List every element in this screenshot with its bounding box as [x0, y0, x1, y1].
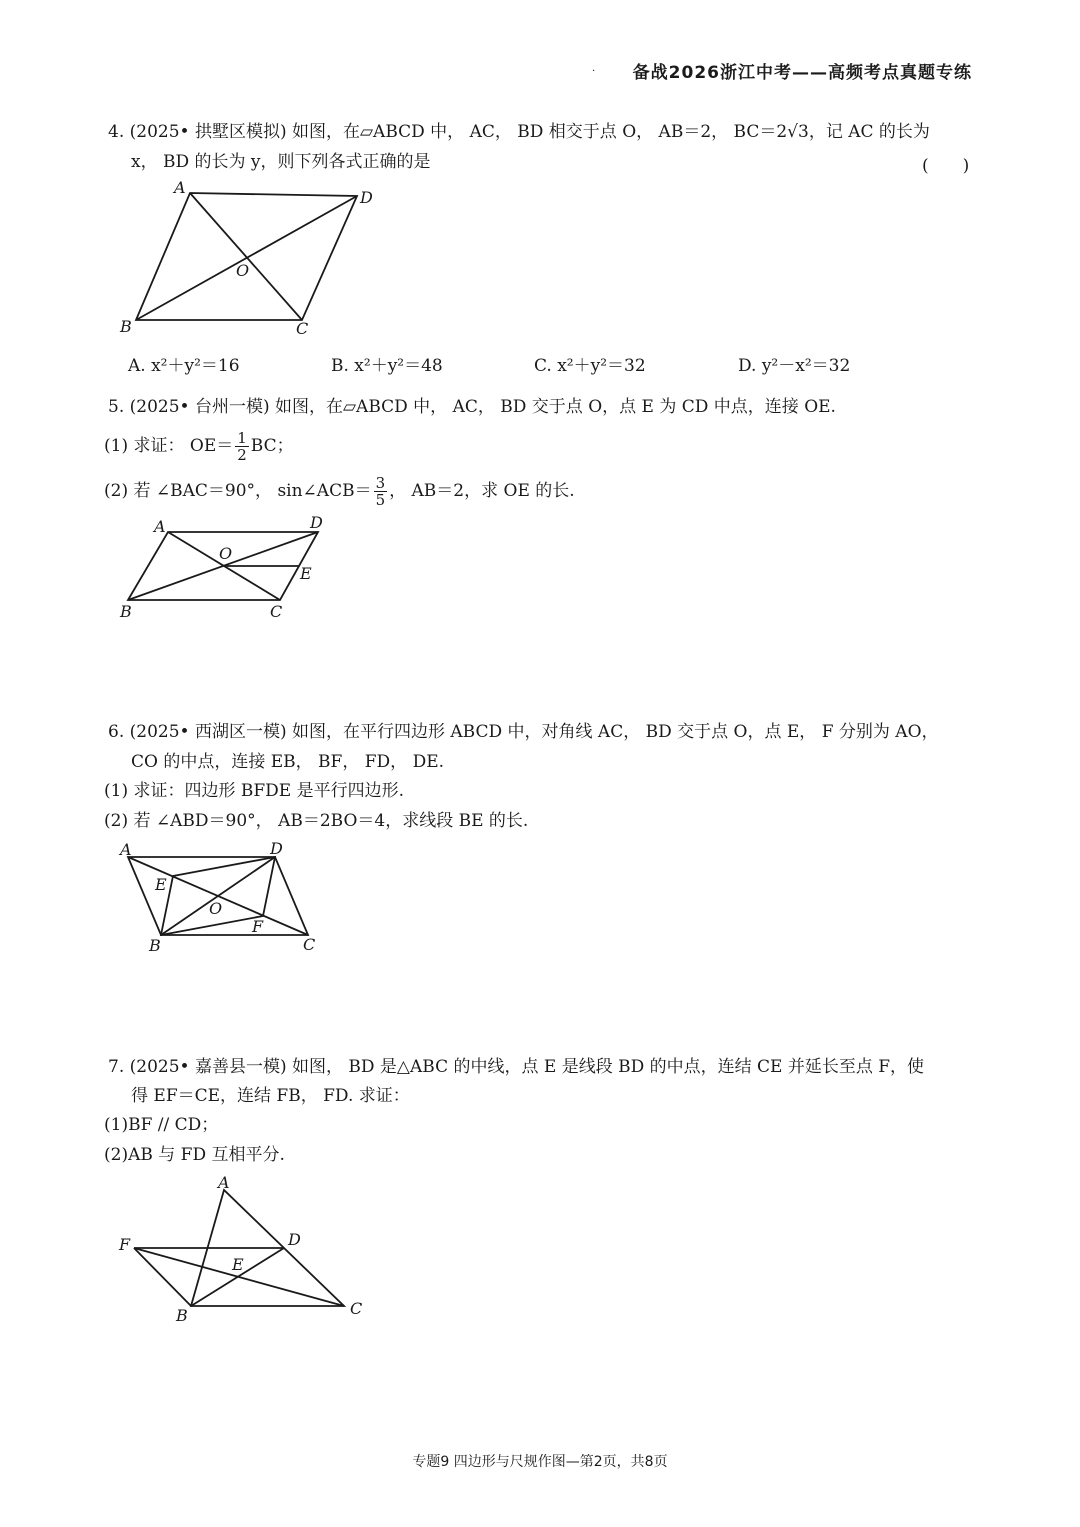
- q6-label-d: D: [270, 839, 283, 858]
- q4-line-1: 4. (2025• 拱墅区模拟) 如图，在▱ABCD 中， AC， BD 相交于点 O， AB＝2， BC＝2√3，记 AC 的长为: [108, 122, 930, 142]
- q4-option-a: A. x²＋y²＝16: [128, 356, 240, 376]
- q4-label-c: C: [296, 319, 309, 338]
- q7-label-b: B: [176, 1306, 188, 1325]
- q5-label-e: E: [300, 564, 312, 583]
- page-footer: 专题9 四边形与尺规作图—第2页，共8页: [412, 1454, 668, 1470]
- q4-option-d: D. y²－x²＝32: [738, 356, 851, 376]
- q6-part-1: (1) 求证：四边形 BFDE 是平行四边形.: [104, 781, 405, 801]
- q5-label-o: O: [219, 544, 233, 563]
- q5-part-1-suffix: BC；: [250, 436, 294, 456]
- q7-label-a: A: [218, 1173, 230, 1192]
- q6-label-f: F: [252, 917, 264, 936]
- q4-answer-paren: ( ): [922, 156, 970, 176]
- q7-line-2: 得 EF＝CE，连结 FB， FD. 求证：: [131, 1086, 410, 1106]
- q6-line-1: 6. (2025• 西湖区一模) 如图，在平行四边形 ABCD 中，对角线 AC， BD 交于点 O，点 E， F 分别为 AO，: [108, 722, 939, 742]
- q7-label-c: C: [350, 1299, 363, 1318]
- q6-part-2: (2) 若 ∠ABD＝90°， AB＝2BO＝4，求线段 BE 的长.: [104, 811, 529, 831]
- q7-label-f: F: [119, 1235, 131, 1254]
- q7-label-e: E: [232, 1255, 244, 1274]
- q4-label-o: O: [236, 261, 250, 280]
- q4-option-b: B. x²＋y²＝48: [331, 356, 443, 376]
- q5-label-a: A: [154, 517, 166, 536]
- q5-part-2-prefix: (2) 若 ∠BAC＝90°， sin∠ACB＝: [104, 481, 372, 501]
- q5-label-b: B: [120, 602, 132, 621]
- page-header: 备战2026浙江中考——高频考点真题专练: [632, 63, 972, 83]
- q7-line-1: 7. (2025• 嘉善县一模) 如图， BD 是△ABC 的中线，点 E 是线段 BD 的中点，连结 CE 并延长至点 F，使: [108, 1057, 925, 1077]
- q5-line-1: 5. (2025• 台州一模) 如图，在▱ABCD 中， AC， BD 交于点 O，点 E 为 CD 中点，连接 OE.: [108, 397, 836, 417]
- q7-part-2: (2)AB 与 FD 互相平分.: [104, 1145, 285, 1165]
- q5-label-c: C: [270, 602, 283, 621]
- q5-fraction-half-den: 2: [237, 446, 247, 464]
- q4-line-2: x， BD 的长为 y，则下列各式正确的是: [131, 152, 431, 172]
- q5-fraction-sin-den: 5: [375, 491, 386, 509]
- q6-label-e: E: [155, 875, 167, 894]
- q6-label-o: O: [209, 899, 223, 918]
- q4-option-c: C. x²＋y²＝32: [534, 356, 646, 376]
- header-dot: ·: [592, 66, 596, 77]
- q6-label-b: B: [149, 936, 161, 955]
- q4-label-b: B: [120, 317, 132, 336]
- q5-label-d: D: [310, 513, 323, 532]
- q7-label-d: D: [288, 1230, 301, 1249]
- q5-part-1-prefix: (1) 求证： OE＝: [104, 436, 234, 456]
- q6-label-a: A: [120, 840, 132, 859]
- q5-fraction-half-num: 1: [237, 429, 247, 447]
- q5-fraction-sin-num: 3: [375, 474, 386, 492]
- q5-part-2-suffix: ， AB＝2，求 OE 的长.: [389, 481, 575, 501]
- q4-label-a: A: [174, 178, 186, 197]
- q7-part-1: (1)BF // CD；: [104, 1115, 219, 1135]
- q6-label-c: C: [303, 935, 316, 954]
- q4-label-d: D: [360, 188, 373, 207]
- q6-line-2: CO 的中点，连接 EB， BF， FD， DE.: [131, 752, 445, 772]
